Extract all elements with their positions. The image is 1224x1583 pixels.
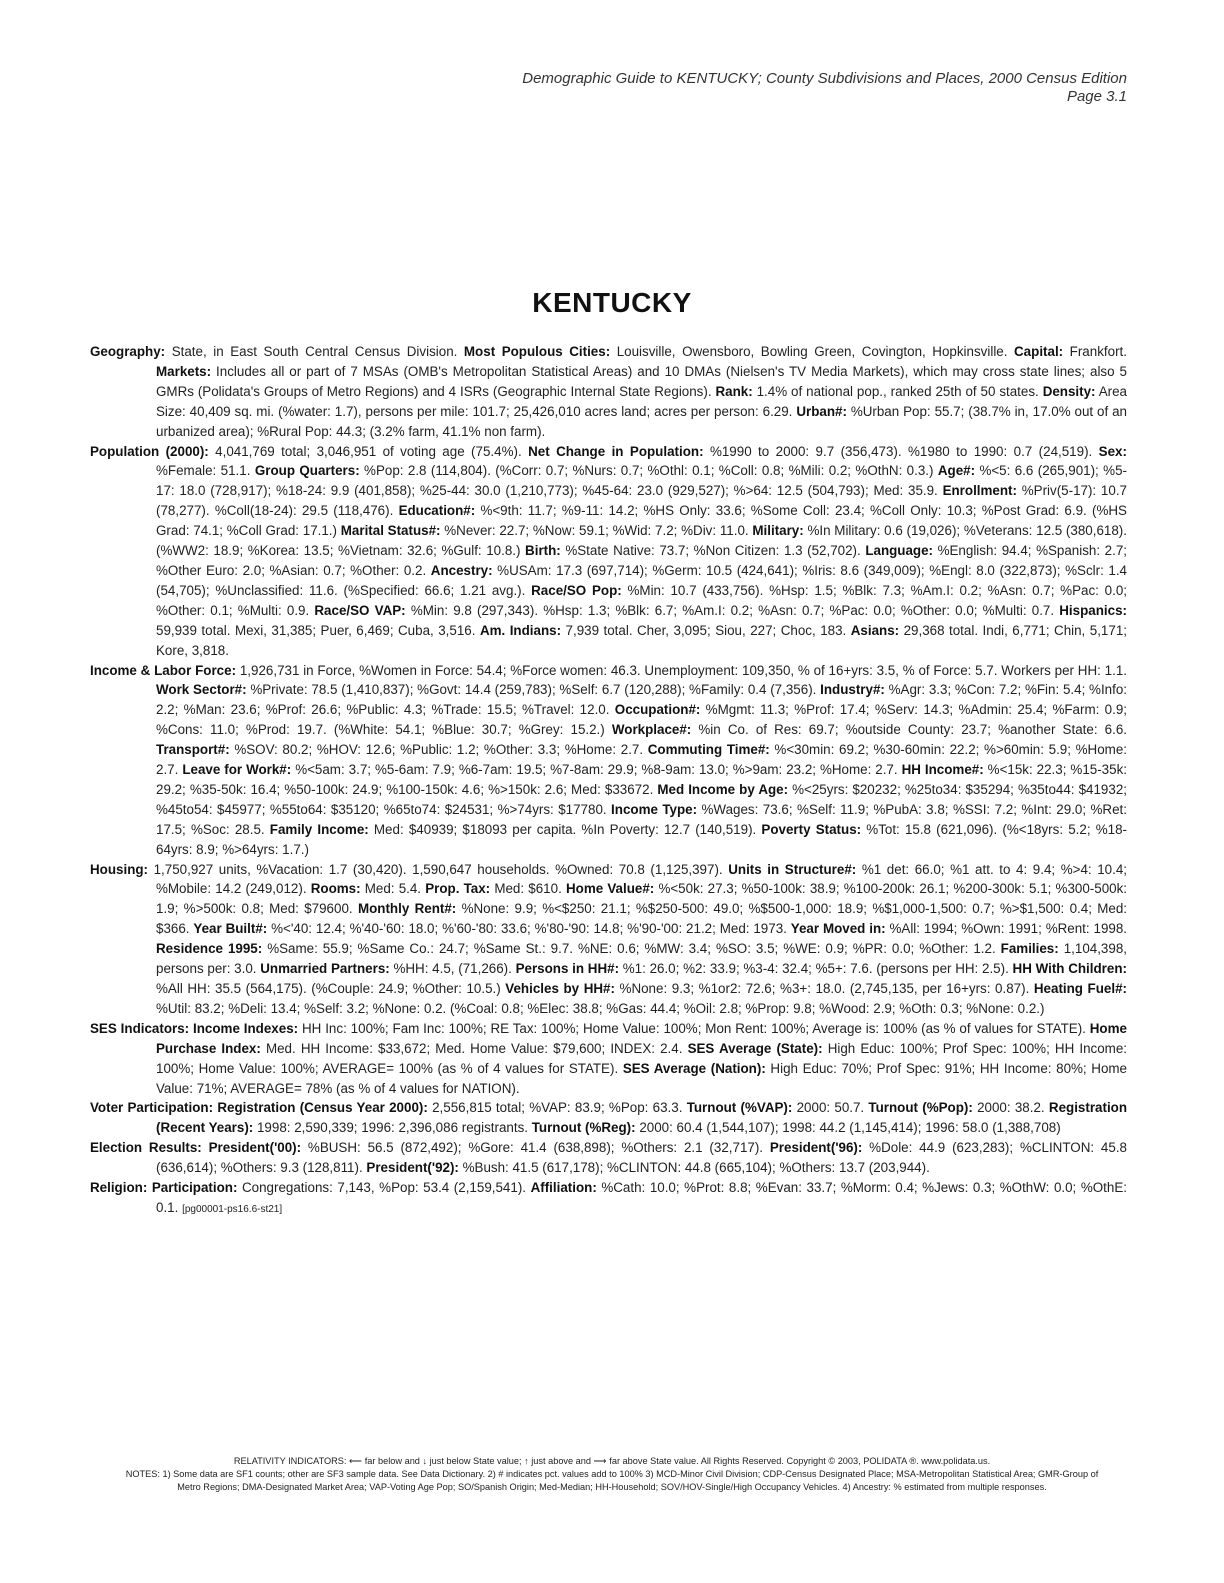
field-value: 2,556,815 total; %VAP: 83.9; %Pop: 63.3. — [427, 1100, 687, 1116]
field-value: 1,926,731 in Force, %Women in Force: 54.4; %Force women: 46.3. Unemployment: 109,350, % of 16+yrs: 3.5, % of Force: 5.7. Workers per HH: 1.1. — [236, 662, 1127, 678]
field-label: Income Type: — [611, 801, 698, 817]
field-label: President('96): — [769, 1140, 863, 1156]
field-label: Housing: — [90, 861, 149, 877]
field-value: %In Military: 0.6 (19,026); %Veterans: 12.5 (380,618). (%WW2: 18.9; %Korea: 13.5; %Vietnam: 32.6; %Gulf: 10.8.) — [156, 523, 1127, 559]
field-value: %Cath: 10.0; %Prot: 8.8; %Evan: 33.7; %Morm: 0.4; %Jews: 0.3; %OthW: 0.0; %OthE: 0.1. — [156, 1180, 1127, 1215]
field-label: Geography: — [90, 344, 166, 359]
field-label: Race/SO Pop: — [531, 582, 622, 598]
field-label: Religion: — [90, 1180, 148, 1196]
field-value: %None: 9.3; %1or2: 72.6; %3+: 18.0. (2,745,135, per 16+yrs: 0.87). — [614, 981, 1034, 996]
field-value: %in Co. of Res: 69.7; %outside County: 23.7; %another State: 6.6. — [691, 722, 1128, 738]
section-election — [90, 1138, 1127, 1178]
page-title: KENTUCKY — [532, 287, 692, 318]
field-value: %SOV: 80.2; %HOV: 12.6; %Public: 1.2; %Other: 3.3; %Home: 2.7. — [229, 742, 648, 758]
field-value: Frankfort. — [1063, 344, 1127, 359]
field-label: Density: — [1042, 383, 1096, 399]
field-value: Louisville, Owensboro, Bowling Green, Covington, Hopkinsville. — [610, 344, 1015, 359]
field-label: President('00): — [208, 1140, 302, 1156]
field-label: Race/SO VAP: — [314, 602, 406, 618]
profile-body — [90, 342, 1127, 1220]
field-value: %Dole: 44.9 (623,283); %CLINTON: 45.8 (636,614); %Others: 9.3 (128,811). — [156, 1140, 1127, 1176]
field-label: HH Income#: — [901, 762, 984, 778]
field-label: Turnout (%VAP): — [686, 1100, 793, 1116]
field-value: HH Inc: 100%; Fam Inc: 100%; RE Tax: 100%; Home Value: 100%; Mon Rent: 100%; Average is: 100% (as % of values for STATE). — [298, 1020, 1090, 1036]
field-value: 2000: 50.7. — [792, 1100, 869, 1116]
field-label: Military: — [752, 523, 804, 539]
field-label: Registration (Recent Years): — [156, 1100, 1128, 1136]
page-code: [pg00001-ps16.6-st21] — [182, 1203, 283, 1215]
field-label: Rank: — [715, 383, 753, 399]
field-label: Family Income: — [269, 821, 369, 837]
field-value: %Mgmt: 11.3; %Prof: 17.4; %Serv: 14.3; %Admin: 25.4; %Farm: 0.9; %Cons: 11.0; %Prod: 19.7. (%White: 54.1; %Blue: 30.7; %Grey: 15.2.) — [156, 702, 1127, 738]
field-label: Turnout (%Reg): — [531, 1120, 636, 1136]
field-label: Group Quarters: — [254, 463, 360, 479]
field-value: %<5: 6.6 (265,901); %5-17: 18.0 (728,917); %18-24: 9.9 (401,858); %25-44: 30.0 (1,210,773); %45-64: 23.0 (929,527); %>64: 12.5 (504,793); Med: 35.9. — [156, 463, 1127, 499]
section-income — [90, 661, 1127, 860]
field-label: Enrollment: — [942, 483, 1017, 499]
field-label: Industry#: — [820, 682, 885, 698]
field-value: %<9th: 11.7; %9-11: 14.2; %HS Only: 33.6; %Some Coll: 23.4; %Coll Only: 10.3; %Post Grad: 6.9. (%HS Grad: 74.1; %Coll Grad: 17.1.) — [156, 503, 1127, 539]
relativity-indicators: RELATIVITY INDICATORS: ⟵ far below and ↓ just below State value; ↑ just above and ⟶ far above State value. All Rights Reserved. Copyright © 2003, POLIDATA ®. www.polidata.us. — [233, 1456, 991, 1466]
field-label: Participation: — [151, 1180, 238, 1196]
field-label: Commuting Time#: — [647, 742, 770, 758]
field-value: %All HH: 35.5 (564,175). (%Couple: 24.9; %Other: 10.5.) — [156, 981, 506, 996]
field-label: Age#: — [937, 463, 976, 479]
field-label: HH With Children: — [1012, 961, 1127, 977]
field-value: 2000: 38.2. — [972, 1100, 1049, 1116]
field-value: 4,041,769 total; 3,046,951 of voting age (75.4%). — [208, 443, 529, 459]
field-value: %Min: 9.8 (297,343). %Hsp: 1.3; %Blk: 6.7; %Am.I: 0.2; %Asn: 0.7; %Pac: 0.0; %Other: 0.0; %Multi: 0.7. — [405, 602, 1060, 618]
section-religion — [90, 1178, 1127, 1220]
field-label: Persons in HH#: — [515, 961, 620, 977]
field-value: %Agr: 3.3; %Con: 7.2; %Fin: 5.4; %Info: 2.2; %Man: 23.6; %Prof: 26.6; %Public: 4.3; %Trade: 15.5; %Travel: 12.0. — [156, 682, 1127, 718]
field-label: Asians: — [850, 622, 900, 638]
field-value: High Educ: 70%; Prof Spec: 91%; HH Income: 80%; Home Value: 71%; AVERAGE= 78% (as % of 4 values for NATION). — [156, 1060, 1128, 1096]
field-label: Population (2000): — [90, 443, 209, 459]
footer-notes: NOTES: 1) Some data are SF1 counts; other are SF3 sample data. See Data Dictionary. 2) # indicates pct. values add to 100% 3) MCD-Minor Civil Division; CDP-Census Designated Place; MSA-Metropolitan Statistical Area; GMR-Group of — [125, 1469, 1099, 1479]
field-label: Income Indexes: — [193, 1020, 299, 1036]
field-label: Residence 1995: — [156, 941, 263, 957]
field-label: Workplace#: — [611, 722, 692, 738]
header-title: Demographic Guide to KENTUCKY; County Subdivisions and Places, 2000 Census Edition — [522, 70, 1127, 87]
field-value: 1998: 2,590,339; 1996: 2,396,086 registrants. — [253, 1120, 532, 1136]
section-voter — [90, 1098, 1127, 1138]
field-label: Turnout (%Pop): — [868, 1100, 973, 1116]
field-value: %HH: 4.5, (71,266). — [389, 961, 516, 977]
field-value: 1,750,927 units, %Vacation: 1.7 (30,420). 1,590,647 households. %Owned: 70.8 (1,125,397). — [148, 861, 729, 877]
field-value: %Same: 55.9; %Same Co.: 24.7; %Same St.: 9.7. %NE: 0.6; %MW: 3.4; %SO: 3.5; %WE: 0.9; %PR: 0.0; %Other: 1.2. — [262, 941, 1001, 957]
field-value: Med: 5.4. — [360, 881, 426, 897]
field-value: %Female: 51.1. — [156, 463, 255, 479]
section-ses — [90, 1019, 1127, 1099]
field-label: Income & Labor Force: — [90, 662, 237, 678]
field-value: %Tot: 15.8 (621,096). (%<18yrs: 5.2; %18-64yrs: 8.9; %>64yrs: 1.7.) — [156, 821, 1127, 857]
field-value: Congregations: 7,143, %Pop: 53.4 (2,159,541). — [237, 1180, 531, 1196]
field-value: %Priv(5-17): 10.7 (78,277). %Coll(18-24): 29.5 (118,476). — [156, 483, 1127, 519]
field-value: 29,368 total. Indi, 6,771; Chin, 5,171; Kore, 3,818. — [156, 622, 1127, 658]
field-value: 7,939 total. Cher, 3,095; Siou, 227; Choc, 183. — [561, 622, 851, 638]
field-label: Ancestry: — [430, 562, 493, 578]
field-value: %Util: 83.2; %Deli: 13.4; %Self: 3.2; %None: 0.2. (%Coal: 0.8; %Elec: 38.8; %Gas: 44.4; %Oil: 2.8; %Prop: 9.8; %Wood: 2.9; %Oth: 0.3; %None: 0.2.) — [156, 1000, 1045, 1016]
field-value: %<5am: 3.7; %5-6am: 7.9; %6-7am: 19.5; %7-8am: 29.9; %8-9am: 13.0; %>9am: 23.2; %Home: 2.7. — [291, 762, 902, 778]
page-number: Page 3.1 — [1066, 88, 1127, 105]
field-value: 2000: 60.4 (1,544,107); 1998: 44.2 (1,145,414); 1996: 58.0 (1,388,708) — [635, 1120, 1061, 1136]
field-value: 59,939 total. Mexi, 31,385; Puer, 6,469; Cuba, 3,516. — [156, 622, 480, 638]
field-label: Monthly Rent#: — [357, 901, 457, 917]
field-value: 1,104,398, persons per: 3.0. — [156, 941, 1127, 977]
field-label: Prop. Tax: — [425, 881, 491, 897]
field-label: Poverty Status: — [761, 821, 862, 837]
field-label: Units in Structure#: — [728, 861, 857, 877]
field-value: Med. HH Income: $33,672; Med. Home Value: $79,600; INDEX: 2.4. — [260, 1040, 688, 1056]
field-value: %Bush: 41.5 (617,178); %CLINTON: 44.8 (665,104); %Others: 13.7 (203,944). — [458, 1160, 930, 1176]
field-value: %State Native: 73.7; %Non Citizen: 1.3 (52,702). — [560, 543, 866, 559]
field-value: Med: $40939; $18093 per capita. %In Poverty: 12.7 (140,519). — [368, 821, 762, 837]
field-label: Med Income by Age: — [657, 781, 789, 797]
field-value: %<30min: 69.2; %30-60min: 22.2; %>60min: 5.9; %Home: 2.7. — [156, 742, 1127, 778]
field-value — [202, 1140, 209, 1155]
section-geography — [90, 342, 1127, 442]
field-label: Home Purchase Index: — [156, 1020, 1127, 1056]
field-value: High Educ: 100%; Prof Spec: 100%; HH Income: 100%; Home Value: 100%; AVERAGE= 100% (as % of 4 values for STATE). — [156, 1040, 1127, 1076]
field-label: Year Moved in: — [790, 921, 886, 937]
field-label: SES Indicators: — [90, 1020, 190, 1036]
field-value: State, in East South Central Census Division. — [165, 344, 464, 359]
field-label: Work Sector#: — [156, 682, 247, 698]
field-label: Sex: — [1098, 443, 1127, 459]
field-value: %Min: 10.7 (433,756). %Hsp: 1.5; %Blk: 7.3; %Am.I: 0.2; %Asn: 0.7; %Pac: 0.0; %Other: 0.1; %Multi: 0.9. — [156, 582, 1127, 618]
field-label: Hispanics: — [1059, 602, 1127, 618]
field-value: %Urban Pop: 55.7; (38.7% in, 17.0% out of an urbanized area); %Rural Pop: 44.3; (3.2% farm, 41.1% non farm). — [156, 403, 1127, 439]
field-value: %Pop: 2.8 (114,804). (%Corr: 0.7; %Nurs: 0.7; %Othl: 0.1; %Coll: 0.8; %Mili: 0.2; %OthN: 0.3.) — [359, 463, 938, 479]
field-label: Urban#: — [796, 403, 847, 419]
field-value: %Private: 78.5 (1,410,837); %Govt: 14.4 (259,783); %Self: 6.7 (120,288); %Family: 0.4 (7,356). — [246, 682, 821, 698]
field-label: Leave for Work#: — [182, 762, 292, 778]
field-value: %All: 1994; %Own: 1991; %Rent: 1998. — [885, 921, 1128, 937]
section-housing — [90, 860, 1127, 1019]
field-label: Voter Participation: — [90, 1100, 214, 1116]
page-header — [522, 70, 1127, 106]
field-label: Vehicles by HH#: — [505, 981, 615, 996]
field-value: Includes all or part of 7 MSAs (OMB's Metropolitan Statistical Areas) and 10 DMAs (Nielsen's TV Media Markets), which may cross state lines; also 5 GMRs (Polidata's Groups of Metro Regions) and 4 ISRs (Geographic Internal State Regions). — [156, 363, 1127, 399]
page-footer — [90, 1455, 1134, 1494]
field-value: %None: 9.9; %<$250: 21.1; %$250-500: 49.0; %$500-1,000: 18.9; %$1,000-1,500: 0.7; %>$1,500: 0.4; Med: $366. — [156, 901, 1128, 937]
field-value: %English: 94.4; %Spanish: 2.7; %Other Euro: 2.0; %Asian: 0.7; %Other: 0.2. — [156, 543, 1127, 578]
field-label: Heating Fuel#: — [1033, 981, 1127, 996]
field-label: Registration (Census Year 2000): — [217, 1100, 428, 1116]
field-label: Education#: — [398, 503, 476, 519]
field-label: Affiliation: — [530, 1180, 597, 1196]
field-label: Language: — [865, 543, 934, 559]
field-value: %Wages: 73.6; %Self: 11.9; %PubA: 3.8; %SSI: 7.2; %Int: 29.0; %Ret: 17.5; %Soc: 28.5. — [156, 801, 1127, 837]
field-value: %1: 26.0; %2: 33.9; %3-4: 32.4; %5+: 7.6. (persons per HH: 2.5). — [619, 961, 1013, 977]
field-value: %BUSH: 56.5 (872,492); %Gore: 41.4 (638,898); %Others: 2.1 (32,717). — [301, 1140, 770, 1156]
field-label: Transport#: — [156, 742, 230, 758]
field-label: Capital: — [1014, 344, 1064, 359]
field-label: Occupation#: — [614, 702, 701, 718]
field-label: Markets: — [156, 363, 212, 379]
field-label: President('92): — [366, 1160, 459, 1176]
footer-notes-continued: Metro Regions; DMA-Designated Market Area; VAP-Voting Age Pop; SO/Spanish Origin; Med-Median; HH-Household; SOV/HOV-Single/High Occupancy Vehicles. 4) Ancestry: % estimated from multiple responses. — [177, 1482, 1047, 1492]
field-value: %<25yrs: $20232; %25to34: $35294; %35to44: $41932; %45to54: $45977; %55to64: $35120; %65to74: $24531; %>74yrs: $17780. — [156, 781, 1127, 817]
field-label: Marital Status#: — [340, 523, 441, 539]
field-label: Election Results: — [90, 1140, 202, 1156]
field-label: Families: — [1000, 941, 1059, 957]
field-label: Most Populous Cities: — [463, 344, 611, 359]
field-value: Area Size: 40,409 sq. mi. (%water: 1.7), persons per mile: 101.7; 25,426,010 acres land; acres per person: 6.29. — [156, 383, 1127, 419]
field-label: Year Built#: — [193, 921, 268, 937]
field-value: %<'40: 12.4; %'40-'60: 18.0; %'60-'80: 33.6; %'80-'90: 14.8; %'90-'00: 21.2; Med: 1973. — [267, 921, 791, 937]
field-label: Birth: — [525, 543, 561, 559]
field-label: SES Average (Nation): — [622, 1060, 766, 1076]
field-label: Unmarried Partners: — [260, 961, 390, 977]
field-value: %<15k: 22.3; %15-35k: 29.2; %35-50k: 16.4; %50-100k: 24.9; %100-150k: 4.6; %>150k: 2.6; Med: $33672. — [156, 762, 1127, 797]
field-label: Am. Indians: — [479, 622, 562, 638]
field-value: %<50k: 27.3; %50-100k: 38.9; %100-200k: 26.1; %200-300k: 5.1; %300-500k: 1.9; %>500k: 0.8; Med: $79600. — [156, 881, 1127, 917]
section-population — [90, 442, 1127, 661]
field-label: SES Average (State): — [687, 1040, 823, 1056]
field-label: Rooms: — [310, 881, 361, 897]
field-value: Med: $610. — [490, 881, 566, 897]
field-label: Home Value#: — [565, 881, 655, 897]
field-label: Net Change in Population: — [528, 443, 704, 459]
field-value: %Never: 22.7; %Now: 59.1; %Wid: 7.2; %Div: 11.0. — [440, 523, 753, 539]
field-value: %USAm: 17.3 (697,714); %Germ: 10.5 (424,641); %Iris: 8.6 (349,009); %Engl: 8.0 (322,873); %Sclr: 1.4 (54,705); %Unclassified: 11.6. (%Specified: 66.6; 1.21 avg.). — [156, 562, 1127, 598]
field-value: %1 det: 66.0; %1 att. to 4: 9.4; %>4: 10.4; %Mobile: 14.2 (249,012). — [156, 861, 1128, 897]
field-value: 1.4% of national pop., ranked 25th of 50 states. — [752, 383, 1043, 399]
field-value: %1990 to 2000: 9.7 (356,473). %1980 to 1990: 0.7 (24,519). — [703, 443, 1099, 459]
